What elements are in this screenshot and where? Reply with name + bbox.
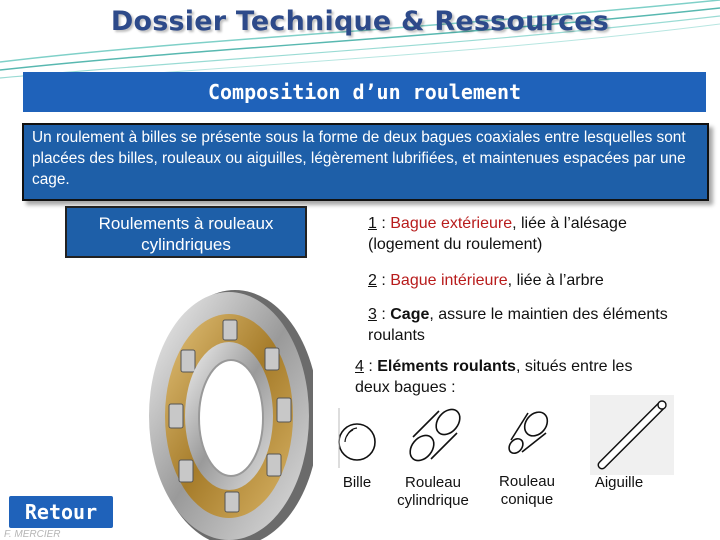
intro-box (22, 123, 709, 201)
component-desc: , liée à l’arbre (507, 272, 604, 289)
tapered-roller-icon (498, 402, 558, 468)
cylindrical-roller-icon (402, 402, 468, 468)
rolling-element-label-cylindrical: Rouleau cylindrique (397, 474, 469, 509)
component-item-3: 3 : Cage, assure le maintien des éléments roulants (368, 306, 668, 344)
author-credit: F. MERCIER (4, 529, 61, 540)
bearing-type-label (65, 206, 307, 258)
rolling-element-label-needle: Aiguille (594, 474, 644, 491)
rolling-element-label-tapered: Rouleau conique (499, 473, 555, 508)
component-desc: , assure le maintien des éléments roulants (368, 306, 668, 344)
component-desc: , liée à l’alésage (logement du roulement) (368, 215, 627, 253)
component-number: 1 (368, 215, 377, 232)
component-item-4: 4 : Eléments roulants, situés entre les deux bagues : (355, 358, 633, 396)
ball-icon (333, 402, 381, 468)
bearing-illustration (125, 268, 313, 540)
rolling-element-label-ball: Bille (342, 474, 372, 491)
component-number: 4 (355, 358, 364, 375)
bearing-type-line1: Roulements à rouleaux (98, 214, 274, 233)
intro-text: Un roulement à billes se présente sous la forme de deux bagues coaxiales entre lesquelles sont placées des billes, rouleaux ou aiguilles, légèrement lubrifiées, et maintenues espacées par une cage. (32, 129, 686, 188)
component-name: Cage (390, 306, 430, 323)
back-button[interactable]: Retour (9, 496, 113, 528)
section-banner: Composition d’un roulement (23, 72, 706, 112)
component-name: Eléments roulants (377, 358, 516, 375)
component-item-2: 2 : Bague intérieure, liée à l’arbre (368, 272, 604, 289)
component-desc: , situés entre les deux bagues : (355, 358, 633, 396)
component-number: 2 (368, 272, 377, 289)
component-name: Bague intérieure (390, 272, 508, 289)
component-item-1: 1 : Bague extérieure, liée à l’alésage (logement du roulement) (368, 215, 627, 253)
bearing-type-line2: cylindriques (141, 235, 231, 254)
component-number: 3 (368, 306, 377, 323)
component-name: Bague extérieure (390, 215, 513, 232)
needle-icon (590, 395, 674, 475)
page-title: Dossier Technique & Ressources (110, 6, 610, 37)
